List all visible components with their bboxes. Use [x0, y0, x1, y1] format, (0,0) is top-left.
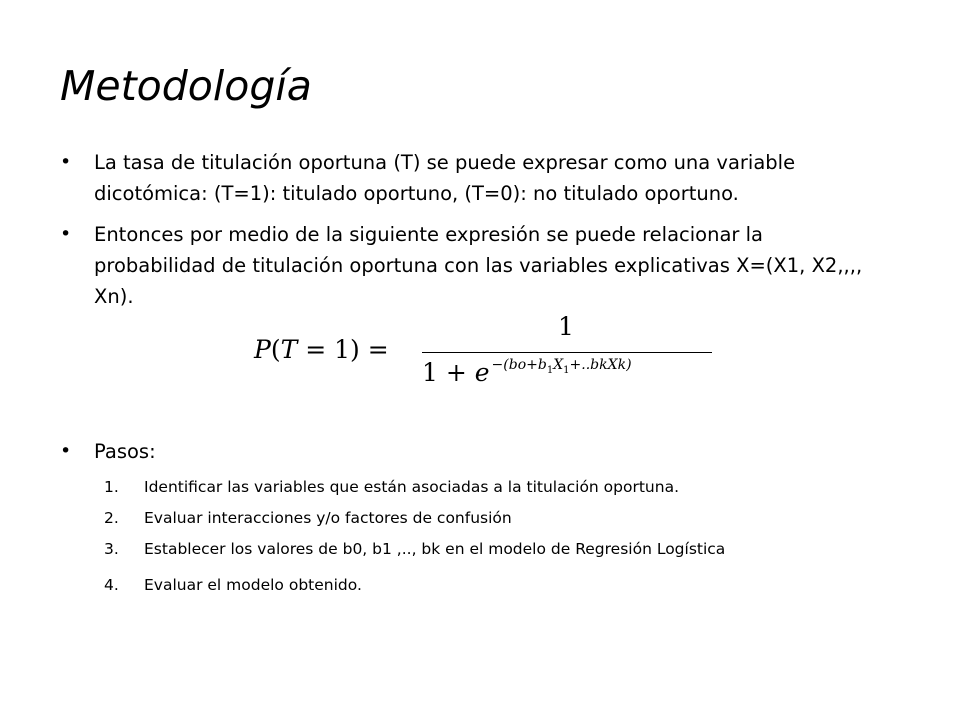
list-item: [104, 570, 864, 601]
slide-title: Metodología: [60, 62, 312, 110]
bullet-text: La tasa de titulación oportuna (T) se puede expresar como una variable dicotómica: (T=1): titulado oportuno, (T=0): no titulado oportuno.: [94, 151, 796, 205]
step-number: 2.: [104, 509, 119, 527]
bullet-marker: •: [60, 440, 72, 462]
logistic-formula: [254, 308, 724, 398]
exponent-part-c: +..bkXk): [569, 357, 632, 373]
bullet-text: Entonces por medio de la siguiente expresión se puede relacionar la probabilidad de titulación oportuna con las variables explicativas X=(X1, X2,,,, Xn).: [94, 223, 863, 308]
formula-t: T: [280, 335, 298, 364]
list-item: [104, 503, 864, 534]
step-number: 4.: [104, 576, 119, 594]
step-text: Evaluar interacciones y/o factores de confusión: [144, 509, 512, 527]
formula-lhs: [254, 335, 389, 364]
formula-equals: = 1) =: [297, 335, 389, 364]
step-text: Evaluar el modelo obtenido.: [144, 576, 362, 594]
bullet-item: [60, 436, 880, 467]
bullet-item: [60, 219, 880, 312]
formula-numerator: 1: [558, 312, 574, 341]
bullet-text: Pasos:: [94, 440, 156, 463]
formula-open-paren: (: [270, 335, 281, 364]
step-text: Establecer los valores de b0, b1 ,.., bk en el modelo de Regresión Logística: [144, 540, 726, 558]
steps-list: [104, 472, 864, 601]
exponent-subscript: 1: [546, 365, 554, 376]
step-number: 3.: [104, 540, 119, 558]
formula-exponent: [491, 357, 632, 376]
list-item: [104, 534, 864, 565]
denominator-base: 1 +: [422, 358, 475, 387]
exponent-part-a: −(bo+b: [491, 357, 547, 373]
step-number: 1.: [104, 478, 119, 496]
exponent-subscript: 1: [563, 365, 570, 376]
fraction-bar: [422, 352, 712, 353]
formula-denominator: [422, 358, 632, 387]
bullet-marker: •: [60, 223, 72, 245]
denominator-e: e: [474, 358, 490, 387]
bullet-item: [60, 147, 880, 209]
list-item: [104, 472, 864, 503]
step-text: Identificar las variables que están asociadas a la titulación oportuna.: [144, 478, 679, 496]
formula-p: P: [254, 335, 271, 364]
bullet-marker: •: [60, 151, 72, 173]
exponent-part-b: X: [553, 357, 564, 373]
